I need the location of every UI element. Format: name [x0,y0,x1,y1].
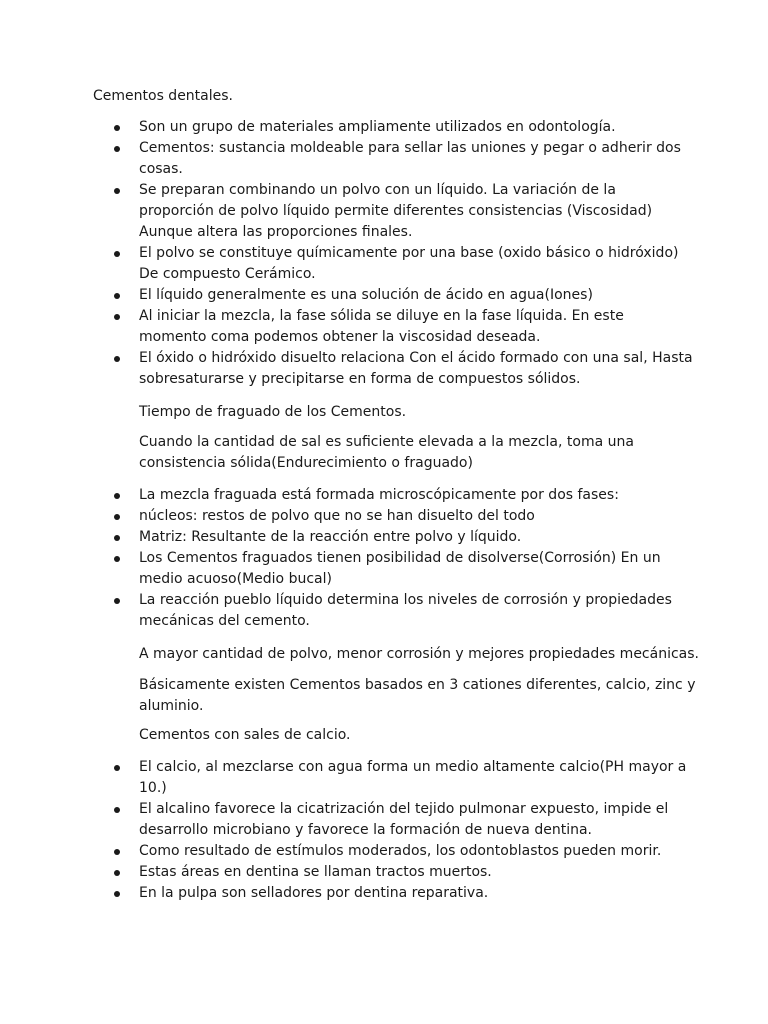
bullet-list-setting [93,485,693,632]
list-item: El polvo se constituye químicamente por una base (oxido básico o hidróxido) De compuesto Cerámico. [93,243,693,285]
section-heading-calcium-cements: Cementos con sales de calcio. [139,727,351,743]
list-item: El líquido generalmente es una solución de ácido en agua(Iones) [93,285,693,306]
bullet-icon [114,556,120,562]
list-item: El alcalino favorece la cicatrización del tejido pulmonar expuesto, impide el desarrollo microbiano y favorece la formación de nueva dentina. [93,799,693,841]
list-item: Los Cementos fraguados tienen posibilidad de disolverse(Corrosión) En un medio acuoso(Medio bucal) [93,548,693,590]
paragraph-cation-types: Básicamente existen Cementos basados en 3 cationes diferentes, calcio, zinc y aluminio. [139,677,696,714]
bullet-icon [114,514,120,520]
bullet-icon [114,765,120,771]
list-item: La mezcla fraguada está formada microscópicamente por dos fases: [93,485,693,506]
bullet-icon [114,314,120,320]
list-item: Matriz: Resultante de la reacción entre polvo y líquido. [93,527,693,548]
bullet-icon [114,891,120,897]
bullet-list-properties [93,117,693,390]
list-item: En la pulpa son selladores por dentina reparativa. [93,883,693,904]
bullet-list-calcium [93,757,693,904]
bullet-icon [114,356,120,362]
list-item: El calcio, al mezclarse con agua forma un medio altamente calcio(PH mayor a 10.) [93,757,693,799]
list-item: Al iniciar la mezcla, la fase sólida se diluye en la fase líquida. En este momento coma podemos obtener la viscosidad deseada. [93,306,693,348]
bullet-icon [114,125,120,131]
bullet-icon [114,251,120,257]
list-item: El óxido o hidróxido disuelto relaciona Con el ácido formado con una sal, Hasta sobresaturarse y precipitarse en forma de compuestos sólidos. [93,348,693,390]
list-item: La reacción pueblo líquido determina los niveles de corrosión y propiedades mecánicas del cemento. [93,590,693,632]
paragraph-setting-description: Cuando la cantidad de sal es suficiente elevada a la mezcla, toma una consistencia sólida(Endurecimiento o fraguado) [139,434,634,471]
bullet-icon [114,535,120,541]
list-item: Estas áreas en dentina se llaman tractos muertos. [93,862,693,883]
bullet-icon [114,849,120,855]
list-item: núcleos: restos de polvo que no se han disuelto del todo [93,506,693,527]
bullet-icon [114,188,120,194]
list-item: Como resultado de estímulos moderados, los odontoblastos pueden morir. [93,841,693,862]
list-item: Se preparan combinando un polvo con un líquido. La variación de la proporción de polvo líquido permite diferentes consistencias (Viscosidad) Aunque altera las proporciones finales. [93,180,693,243]
bullet-icon [114,807,120,813]
document-title: Cementos dentales. [93,88,233,104]
list-item: Cementos: sustancia moldeable para sellar las uniones y pegar o adherir dos cosas. [93,138,693,180]
bullet-icon [114,146,120,152]
paragraph-powder-ratio: A mayor cantidad de polvo, menor corrosión y mejores propiedades mecánicas. [139,646,699,662]
bullet-icon [114,493,120,499]
bullet-icon [114,870,120,876]
section-heading-setting-time: Tiempo de fraguado de los Cementos. [139,404,407,420]
bullet-icon [114,293,120,299]
list-item: Son un grupo de materiales ampliamente utilizados en odontología. [93,117,693,138]
bullet-icon [114,598,120,604]
